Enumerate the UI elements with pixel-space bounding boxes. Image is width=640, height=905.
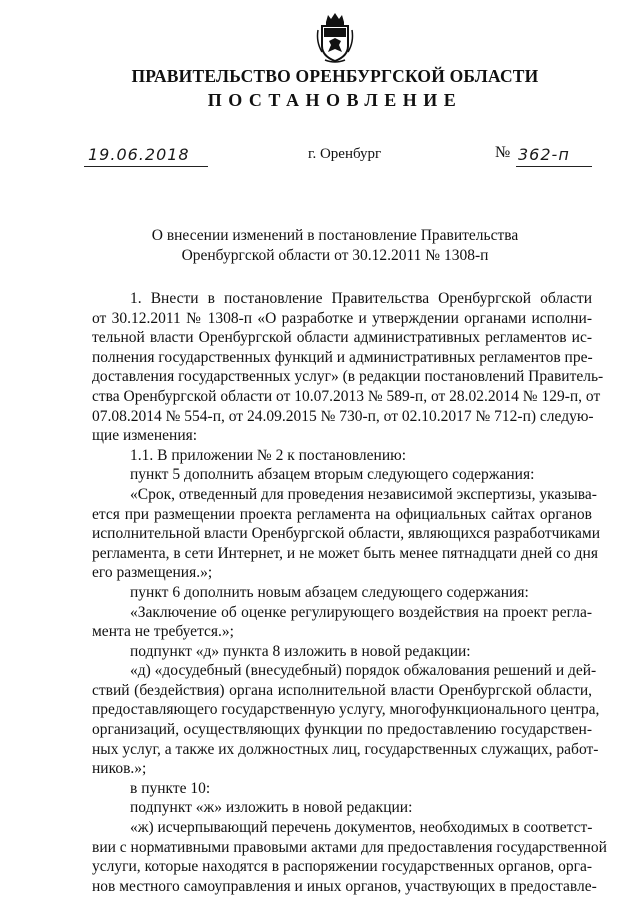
document-body — [92, 289, 607, 896]
body-line: тельной власти Оренбургской области административных регламентов ис- — [92, 329, 592, 347]
document-date: 19.06.2018 — [88, 145, 190, 164]
body-line: пункт 5 дополнить абзацем вторым следующего содержания: — [130, 466, 535, 484]
body-line: пункт 6 дополнить новым абзацем следующего содержания: — [130, 583, 529, 601]
document-number-field — [516, 144, 592, 167]
body-line: ных услуг, а также их должностных лиц, государственных служащих, работ- — [92, 740, 599, 758]
body-line: ников.»; — [92, 760, 147, 778]
body-line: щие изменения: — [92, 427, 198, 445]
body-line: в пункте 10: — [130, 779, 211, 797]
body-line: исполнительной власти Оренбургской области, являющихся разработчиками — [92, 525, 601, 543]
body-line: 07.08.2014 № 554-п, от 24.09.2015 № 730-п, от 02.10.2017 № 712-п) следую- — [92, 407, 594, 425]
body-line: его размещения.»; — [92, 564, 213, 582]
body-line: «Срок, отведенный для проведения независимой экспертизы, указыва- — [130, 485, 597, 503]
body-line: 1. Внести в постановление Правительства Оренбургской области — [130, 290, 592, 307]
document-number: 362-п — [518, 145, 570, 164]
body-line: «д) «досудебный (внесудебный) порядок обжалования решений и дей- — [130, 662, 597, 680]
body-line: ства Оренбургской области от 10.07.2013 № 589-п, от 28.02.2014 № 129-п, от — [92, 387, 601, 405]
document-subject — [0, 226, 640, 266]
body-line: подпункт «д» пункта 8 изложить в новой редакции: — [130, 642, 471, 660]
body-line: вии с нормативными правовыми актами для предоставления государственной — [92, 838, 607, 856]
body-line: «Заключение об оценке регулирующего воздействия на проект регла- — [130, 603, 592, 621]
subject-line: О внесении изменений в постановление Правительства — [151, 227, 519, 244]
body-line: ется при размещении проекта регламента на официальных сайтах органов — [92, 505, 592, 523]
body-line: услуги, которые находятся в распоряжении государственных органов, орга- — [92, 858, 592, 876]
document-number-label: № — [495, 144, 511, 161]
body-line: от 30.12.2011 № 1308-п «О разработке и утверждении органами исполни- — [92, 309, 592, 327]
body-line: 1.1. В приложении № 2 к постановлению: — [130, 446, 407, 464]
document-city: г. Оренбург — [308, 146, 382, 162]
body-line: регламента, в сети Интернет, и не может быть менее пятнадцати дней со дня — [92, 544, 598, 562]
document-type-heading: ПОСТАНОВЛЕНИЕ — [207, 90, 463, 110]
body-line: организаций, осуществляющих функции по предоставлению государствен- — [92, 721, 592, 739]
body-line: нов местного самоуправления и иных органов, участвующих в предоставле- — [92, 877, 597, 895]
body-line: предоставляющего государственную услугу, многофункционального центра, — [92, 701, 600, 719]
document-date-field — [84, 144, 208, 167]
body-line: ствий (бездействия) органа исполнительной власти Оренбургской области, — [92, 681, 592, 699]
body-line: полнения государственных функций и административных регламентов пре- — [92, 348, 593, 366]
subject-line: Оренбургской области от 30.12.2011 № 1308-п — [181, 247, 489, 264]
body-line: мента не требуется.»; — [92, 623, 234, 641]
body-line: подпункт «ж» изложить в новой редакции: — [130, 799, 413, 817]
body-line: доставления государственных услуг» (в редакции постановлений Правитель- — [92, 368, 604, 386]
government-title: ПРАВИТЕЛЬСТВО ОРЕНБУРГСКОЙ ОБЛАСТИ — [131, 66, 539, 86]
body-line: «ж) исчерпывающий перечень документов, необходимых в соответст- — [130, 819, 593, 837]
orenburg-coat-of-arms-icon — [315, 12, 355, 64]
